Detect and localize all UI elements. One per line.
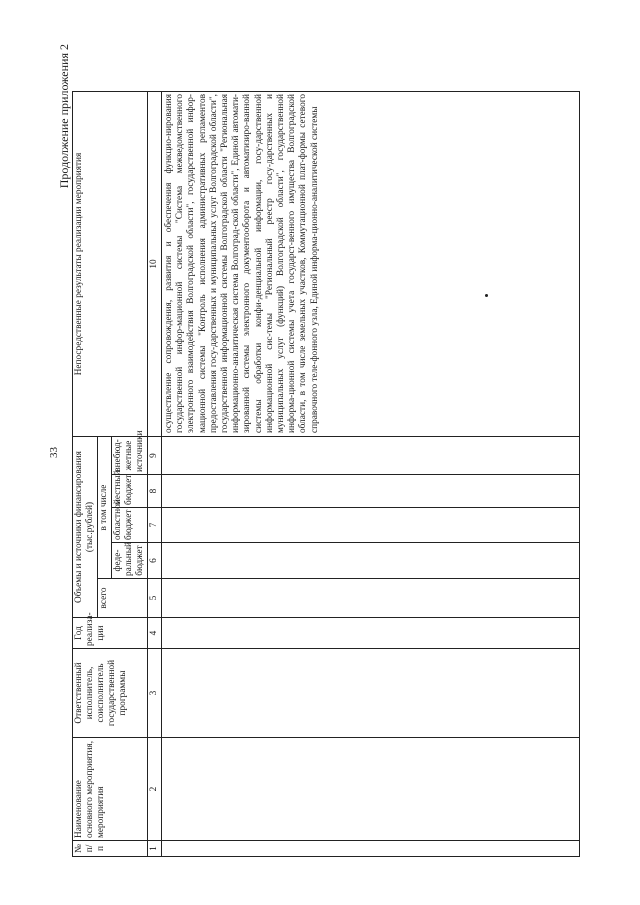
column-number: 3 bbox=[148, 649, 162, 738]
page-number: 33 bbox=[48, 447, 60, 458]
column-number: 4 bbox=[148, 618, 162, 649]
column-number: 5 bbox=[148, 579, 162, 618]
column-number: 10 bbox=[148, 91, 162, 436]
program-table bbox=[72, 91, 580, 857]
column-number: 9 bbox=[148, 436, 162, 474]
column-number: 8 bbox=[148, 475, 162, 508]
result-description: осуществление сопровождения, развития и обеспечения функцио-нирования государственной инфор-мационной системы "Система межведомственного электронного взаимодействия Волгоградской области", государственной инфор-мационной системы "Контроль исполнения административных регламентов предоставления госу-дарственных и муниципальных услуг Волгоградской области", государственной информационной системы Волгоградской области "Региональная информационно-аналитическая система Волгоград-ской области", Единой автомати-зированной системы электронного документооборота и автоматизиро-ванной системы обработки конфи-денциальной информации, госу-дарственной информационной сис-темы "Региональный реестр госу-дарственных и муниципальных услуг (функций) Волгоградской области", государственной информа-ционной системы учета государст-венного имущества Волгоградской области, в том числе земельных участков, Коммутационной плат-формы сетевого справочного теле-фонного узла, Единой информа-ционно-аналитической системы bbox=[162, 91, 580, 436]
appendix-label: Продолжение приложения 2 bbox=[57, 44, 71, 189]
header-extra: внебюд-жетные источники bbox=[112, 436, 148, 474]
column-number: 6 bbox=[148, 543, 162, 579]
header-year: Год реализа-ции bbox=[73, 618, 148, 649]
header-federal: феде-ральный бюджет bbox=[112, 543, 148, 579]
header-name: Наименование основного мероприятия, мероприятия bbox=[73, 738, 148, 841]
header-local: местный бюджет bbox=[112, 475, 148, 508]
header-total: всего bbox=[98, 579, 148, 618]
column-number: 1 bbox=[148, 841, 162, 857]
header-regional: областной бюджет bbox=[112, 508, 148, 543]
column-number: 7 bbox=[148, 508, 162, 543]
header-incl: в том числе bbox=[98, 436, 112, 578]
header-funding: Объемы и источники финансирования (тыс.рублей) bbox=[73, 436, 98, 617]
column-number: 2 bbox=[148, 738, 162, 841]
header-result: Непосредственные результаты реализации мероприятия bbox=[73, 91, 148, 436]
header-executor: Ответственный исполнитель, соисполнитель государственной программы bbox=[73, 649, 148, 738]
header-num: № п/п bbox=[73, 841, 148, 857]
scan-speck bbox=[485, 294, 488, 297]
